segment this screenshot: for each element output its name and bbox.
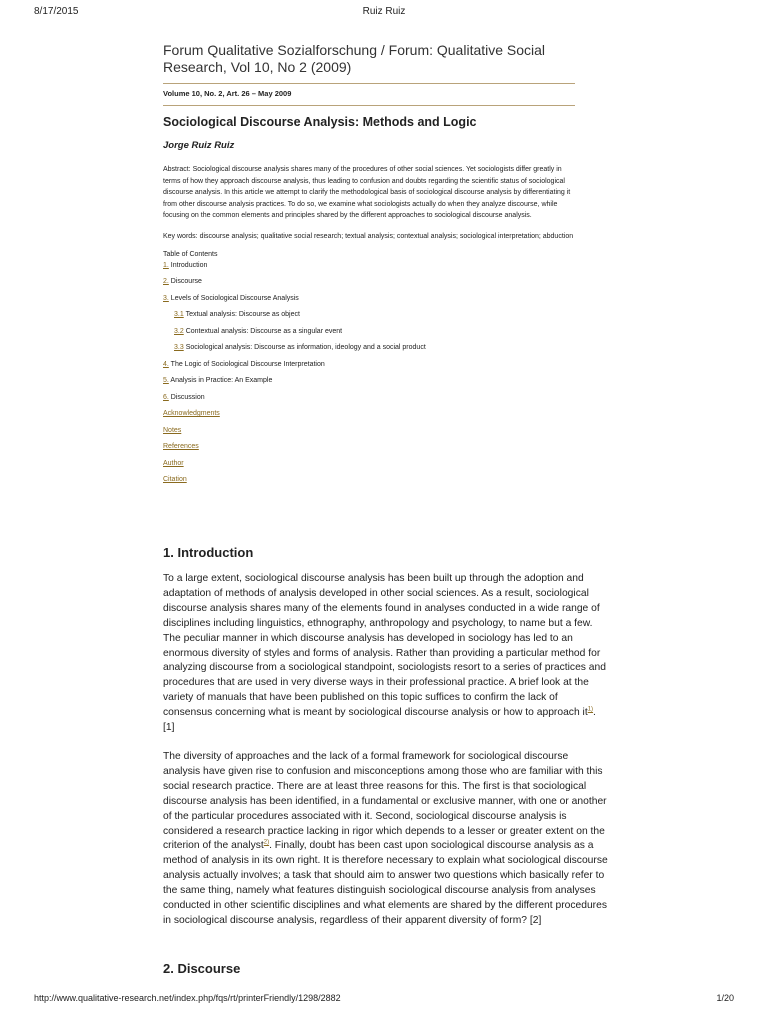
toc-item-label: The Logic of Sociological Discourse Interpretation	[170, 360, 325, 368]
toc-item-citation	[163, 472, 575, 489]
toc-link-3-3[interactable]: 3.3	[174, 344, 184, 352]
toc-item-references	[163, 439, 575, 456]
abstract: Abstract: Sociological discourse analysis shares many of the procedures of other social sciences. Yet sociologists differ greatly in terms of how they approach discourse analysis, thus leading to confusion and doubts regarding the scientific status of sociological discourse analysis. In this article we attempt to clarify the methodological basis of sociological discourse analysis by differentiating it from other discourse analysis practices. To do so, we examine what sociologists actually do when they analyze discourse, while focusing on the common elements and principles shared by the different approaches to sociological discourse analysis.	[163, 166, 571, 220]
toc-item-levels	[163, 291, 575, 308]
toc-link-3-1[interactable]: 3.1	[174, 311, 184, 319]
print-header	[34, 6, 734, 20]
toc-item-author	[163, 456, 575, 473]
print-date: 8/17/2015	[34, 6, 79, 17]
author-name: Jorge Ruiz Ruiz	[163, 140, 235, 151]
footnote-link-1[interactable]: 1)	[587, 706, 594, 713]
journal-title: Forum Qualitative Sozialforschung / Forum: Qualitative Social Research, Vol 10, No 2 (2009)	[163, 42, 546, 75]
toc-item-discourse	[163, 274, 575, 291]
paragraph-text-end: . Finally, doubt has been cast upon sociological discourse analysis as a method of analysis in its own right. It is therefore necessary to explain what sociological discourse analysis actually involves; a task that should aim to answer two questions which basically refer to the same thing, namely what features distinguish sociological discourse analysis from analyses conducted in other scientific disciplines and what elements are shared by the different procedures in sociological discourse analysis, regardless of their apparent diversity of form? [2]	[163, 840, 608, 926]
toc-link-citation[interactable]: Citation	[163, 476, 187, 484]
toc-link-5[interactable]: 5.	[163, 377, 169, 385]
toc-item-sociological	[163, 340, 575, 357]
toc-link-3-2[interactable]: 3.2	[174, 327, 184, 335]
section-heading-discourse: 2. Discourse	[163, 961, 241, 976]
toc-item-practice	[163, 373, 575, 390]
toc-item-contextual	[163, 324, 575, 341]
toc-item-introduction	[163, 258, 575, 275]
paragraph-text-end: . [1]	[163, 707, 596, 734]
toc-item-label: Sociological analysis: Discourse as information, ideology and a social product	[185, 344, 426, 352]
toc-link-acknowledgments[interactable]: Acknowledgments	[163, 410, 220, 418]
introduction-paragraph-2	[163, 750, 608, 929]
article-title: Sociological Discourse Analysis: Methods and Logic	[163, 115, 477, 129]
title-divider	[163, 83, 575, 84]
toc-link-4[interactable]: 4.	[163, 360, 169, 368]
toc-link-2[interactable]: 2.	[163, 278, 169, 286]
toc-item-label: Contextual analysis: Discourse as a singular event	[185, 327, 343, 335]
toc-item-notes	[163, 423, 575, 440]
article-page	[163, 42, 575, 489]
volume-line: Volume 10, No. 2, Art. 26 – May 2009	[163, 89, 292, 98]
toc-item-label: Analysis in Practice: An Example	[170, 377, 273, 385]
toc-item-label: Levels of Sociological Discourse Analysis	[170, 294, 299, 302]
page-number: 1/20	[716, 993, 734, 1003]
toc-item-label: Introduction	[170, 261, 208, 269]
toc-link-notes[interactable]: Notes	[163, 426, 182, 434]
toc-link-references[interactable]: References	[163, 443, 199, 451]
volume-divider	[163, 105, 575, 106]
toc-link-author[interactable]: Author	[163, 459, 184, 467]
introduction-paragraph-1	[163, 572, 608, 736]
toc-item-logic	[163, 357, 575, 374]
paragraph-text: To a large extent, sociological discourse analysis has been built up through the adoption and adaptation of methods of analysis developed in other social sciences. As a result, sociological discourse analysis shares many of the elements found in analyses conducted in a wide range of disciplines including linguistics, ethnography, anthropology and psychology, to name but a few. The peculiar manner in which discourse analysis has developed in sociology has led to an enormous diversity of styles and forms of analysis. Rather than providing a particular method for analyzing discourse from a sociological standpoint, sociologists resort to a series of practices and procedures that are used in very diverse ways in their professional practice. A brief look at the variety of manuals that have been published on this topic suffices to confirm the lack of consensus concerning what is meant by sociological discourse analysis or how to approach it	[163, 573, 606, 719]
paragraph-text: The diversity of approaches and the lack of a formal framework for sociological discourse analysis have given rise to confusion and misconceptions among those who are familiar with this social research practice. There are at least three reasons for this. The first is that sociological discourse analysis has been identified, in a fundamental or exclusive manner, with one or another of the particular procedures associated with it. Second, sociological discourse analysis is considered a research practice lacking in rigor which depends to a lesser or greater extent on the criterion of the analyst	[163, 751, 607, 852]
footnote-link-2[interactable]: 2)	[263, 840, 270, 847]
toc-link-3[interactable]: 3.	[163, 294, 169, 302]
toc-link-6[interactable]: 6.	[163, 393, 169, 401]
toc-item-textual	[163, 307, 575, 324]
toc-item-discussion	[163, 390, 575, 407]
section-heading-introduction: 1. Introduction	[163, 545, 254, 560]
toc-item-label: Discussion	[170, 393, 205, 401]
print-title: Ruiz Ruiz	[362, 6, 406, 17]
toc-item-acknowledgments	[163, 406, 575, 423]
print-footer	[34, 993, 734, 1007]
keywords: Key words: discourse analysis; qualitative social research; textual analysis; contextual analysis; sociological interpretation; abduction	[163, 232, 574, 240]
table-of-contents	[163, 258, 575, 489]
toc-item-label: Textual analysis: Discourse as object	[185, 311, 300, 319]
toc-link-1[interactable]: 1.	[163, 261, 169, 269]
toc-item-label: Discourse	[170, 278, 202, 286]
page-url: http://www.qualitative-research.net/index.php/fqs/rt/printerFriendly/1298/2882	[34, 993, 341, 1003]
toc-heading: Table of Contents	[163, 250, 218, 258]
